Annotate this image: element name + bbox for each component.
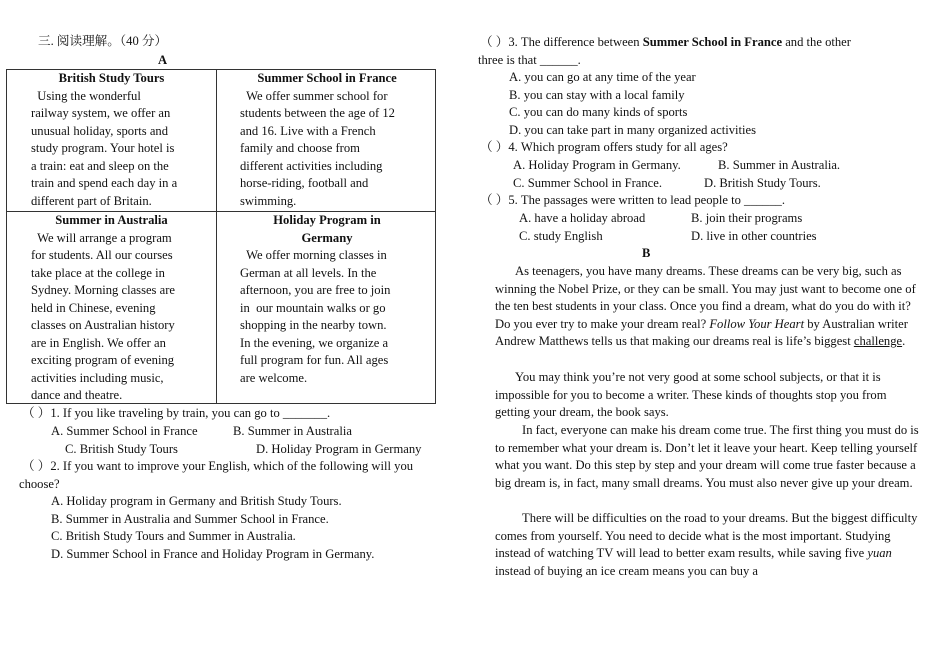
question-2-option-c[interactable]: C. British Study Tours and Summer in Australia. (51, 529, 296, 543)
question-3-option-d[interactable]: D. you can take part in many organized activities (509, 123, 757, 137)
question-3-stem (480, 34, 851, 52)
question-3-stem-bold: Summer School in France (642, 35, 783, 49)
ad-line: We will arrange a program (31, 230, 172, 245)
ad-line: railway system, we offer an (31, 106, 171, 120)
book-title: Follow Your Heart (709, 316, 805, 331)
question-4-stem: （ ）4. Which program offers study for all ages? (480, 140, 728, 154)
ad-summer-school-france (217, 70, 437, 210)
passage-a-label: A (158, 53, 168, 67)
ad-line: dance and theatre. (31, 388, 123, 402)
section-heading: 三. 阅读理解。（40 分） (38, 34, 168, 48)
passage-b-label: B (642, 246, 651, 260)
passage-b-paragraph-2: You may think you’re not very good at some school subjects, or that it is impossible for you to become a writer. These kinds of thoughts stop you from getting your dream, the book says. (495, 370, 887, 420)
ad-line: In the evening, we organize a (240, 335, 389, 350)
ad-line: different part of Britain. (31, 193, 152, 208)
ad-line: afternoon, you are free to join (240, 283, 391, 297)
ad-line: full program for fun. All ages (240, 353, 389, 367)
ad-title: Summer in Australia (55, 213, 168, 227)
question-3-stem-cont: three is that ______. (478, 53, 581, 67)
ad-title: Germany (301, 230, 353, 245)
ad-line: horse-riding, football and (240, 176, 369, 190)
ad-line: shopping in the nearby town. (240, 318, 387, 332)
paragraph-text: . (902, 334, 906, 349)
question-4-option-c[interactable]: C. Summer School in France. (513, 176, 663, 190)
question-5-option-c[interactable]: C. study English (519, 229, 603, 243)
ad-line: family and choose from (240, 141, 360, 155)
ad-holiday-program-germany (217, 212, 437, 387)
currency-word: yuan (867, 546, 892, 561)
ad-line: We offer summer school for (240, 88, 388, 103)
ad-line: students between the age of 12 (240, 106, 395, 120)
paragraph-text: There will be difficulties on the road to your dreams. But the biggest difficulty comes from yourself. You need to decide what is the most important. Studying instead of watching TV will lead to better exam results, while saving five (495, 511, 918, 561)
ad-title: Holiday Program in (273, 213, 381, 227)
question-4-option-a[interactable]: A. Holiday Program in Germany. (513, 158, 681, 172)
question-3-option-b[interactable]: B. you can stay with a local family (509, 88, 685, 102)
ad-line: activities including music, (31, 370, 164, 385)
ad-line: study program. Your hotel is (31, 141, 175, 155)
question-1-option-d[interactable]: D. Holiday Program in Germany (256, 442, 422, 456)
ad-title: Summer School in France (257, 71, 397, 85)
ads-table (6, 69, 436, 404)
ad-line: a train: eat and sleep on the (31, 158, 169, 173)
ad-line: are in English. We offer an (31, 335, 166, 350)
ad-line: held in Chinese, evening (31, 300, 156, 315)
question-4-option-d[interactable]: D. British Study Tours. (704, 176, 821, 190)
ad-line: exciting program of evening (31, 353, 175, 367)
question-2-option-a[interactable]: A. Holiday program in Germany and British Study Tours. (51, 494, 342, 508)
ad-line: for students. All our courses (31, 248, 173, 262)
question-2-option-d[interactable]: D. Summer School in France and Holiday Program in Germany. (51, 547, 375, 561)
paragraph-text: by Australian writer Andrew Matthews tells us that making our dreams real is life’s biggest (495, 316, 908, 349)
ad-title: British Study Tours (58, 71, 165, 85)
ad-line: unusual holiday, sports and (31, 123, 168, 138)
ad-line: swimming. (240, 193, 297, 208)
paragraph-text: As teenagers, you have many dreams. These dreams can be very big, such as winning the Nobel Prize, or they can be small. You may just want to become one of the ten best students in your class. Once you find a dream, what do you do with it? Do you ever try to make your dream real? (495, 264, 916, 331)
ad-line: Sydney. Morning classes are (31, 283, 175, 297)
question-4-option-b[interactable]: B. Summer in Australia. (718, 158, 841, 172)
passage-b-paragraph-4 (495, 510, 920, 580)
ad-line: We offer morning classes in (240, 248, 387, 262)
question-5-option-a[interactable]: A. have a holiday abroad (519, 211, 646, 225)
question-1-option-c[interactable]: C. British Study Tours (65, 442, 178, 456)
ad-british-study-tours (7, 70, 216, 210)
ad-line: are welcome. (240, 370, 308, 385)
paragraph-text: instead of buying an ice cream means you can buy a (495, 563, 758, 578)
left-column (0, 0, 470, 672)
question-3-option-c[interactable]: C. you can do many kinds of sports (509, 105, 688, 119)
question-5-option-d[interactable]: D. live in other countries (691, 229, 817, 243)
question-1-stem: （ ）1. If you like traveling by train, you can go to _______. (22, 406, 331, 420)
ad-line: in our mountain walks or go (240, 300, 386, 315)
question-1-option-a[interactable]: A. Summer School in France (51, 424, 198, 438)
ad-line: and 16. Live with a French (240, 123, 376, 138)
ad-summer-in-australia (7, 212, 216, 405)
question-1-option-b[interactable]: B. Summer in Australia (233, 424, 352, 438)
question-3-stem-post: and the other (782, 35, 851, 49)
ad-line: take place at the college in (31, 265, 165, 280)
question-5-option-b[interactable]: B. join their programs (691, 211, 803, 225)
question-2-stem: （ ）2. If you want to improve your English, which of the following will you (22, 459, 414, 473)
ad-line: train and spend each day in a (31, 176, 178, 190)
underlined-word: challenge (853, 334, 903, 349)
ad-line: German at all levels. In the (240, 265, 377, 280)
question-3-option-a[interactable]: A. you can go at any time of the year (509, 70, 696, 84)
ad-line: Using the wonderful (31, 88, 141, 103)
ad-line: classes on Australian history (31, 318, 175, 332)
question-2-stem-cont: choose? (19, 477, 60, 491)
passage-b-paragraph-3: In fact, everyone can make his dream come true. The first thing you must do is to remember what your dream is. Don’t let it leave your heart. Keep telling yourself what you want. Do this step by step and your dream will come true faster because a big dream is, in fact, many small dreams. You must also never give up your dream. (495, 423, 919, 490)
question-2-option-b[interactable]: B. Summer in Australia and Summer School in France. (51, 512, 329, 526)
question-5-stem: （ ）5. The passages were written to lead people to ______. (480, 193, 785, 207)
passage-b-paragraph-1 (495, 263, 920, 351)
question-3-stem-pre: （ ）3. The difference between (480, 35, 643, 49)
ad-line: different activities including (240, 158, 383, 173)
